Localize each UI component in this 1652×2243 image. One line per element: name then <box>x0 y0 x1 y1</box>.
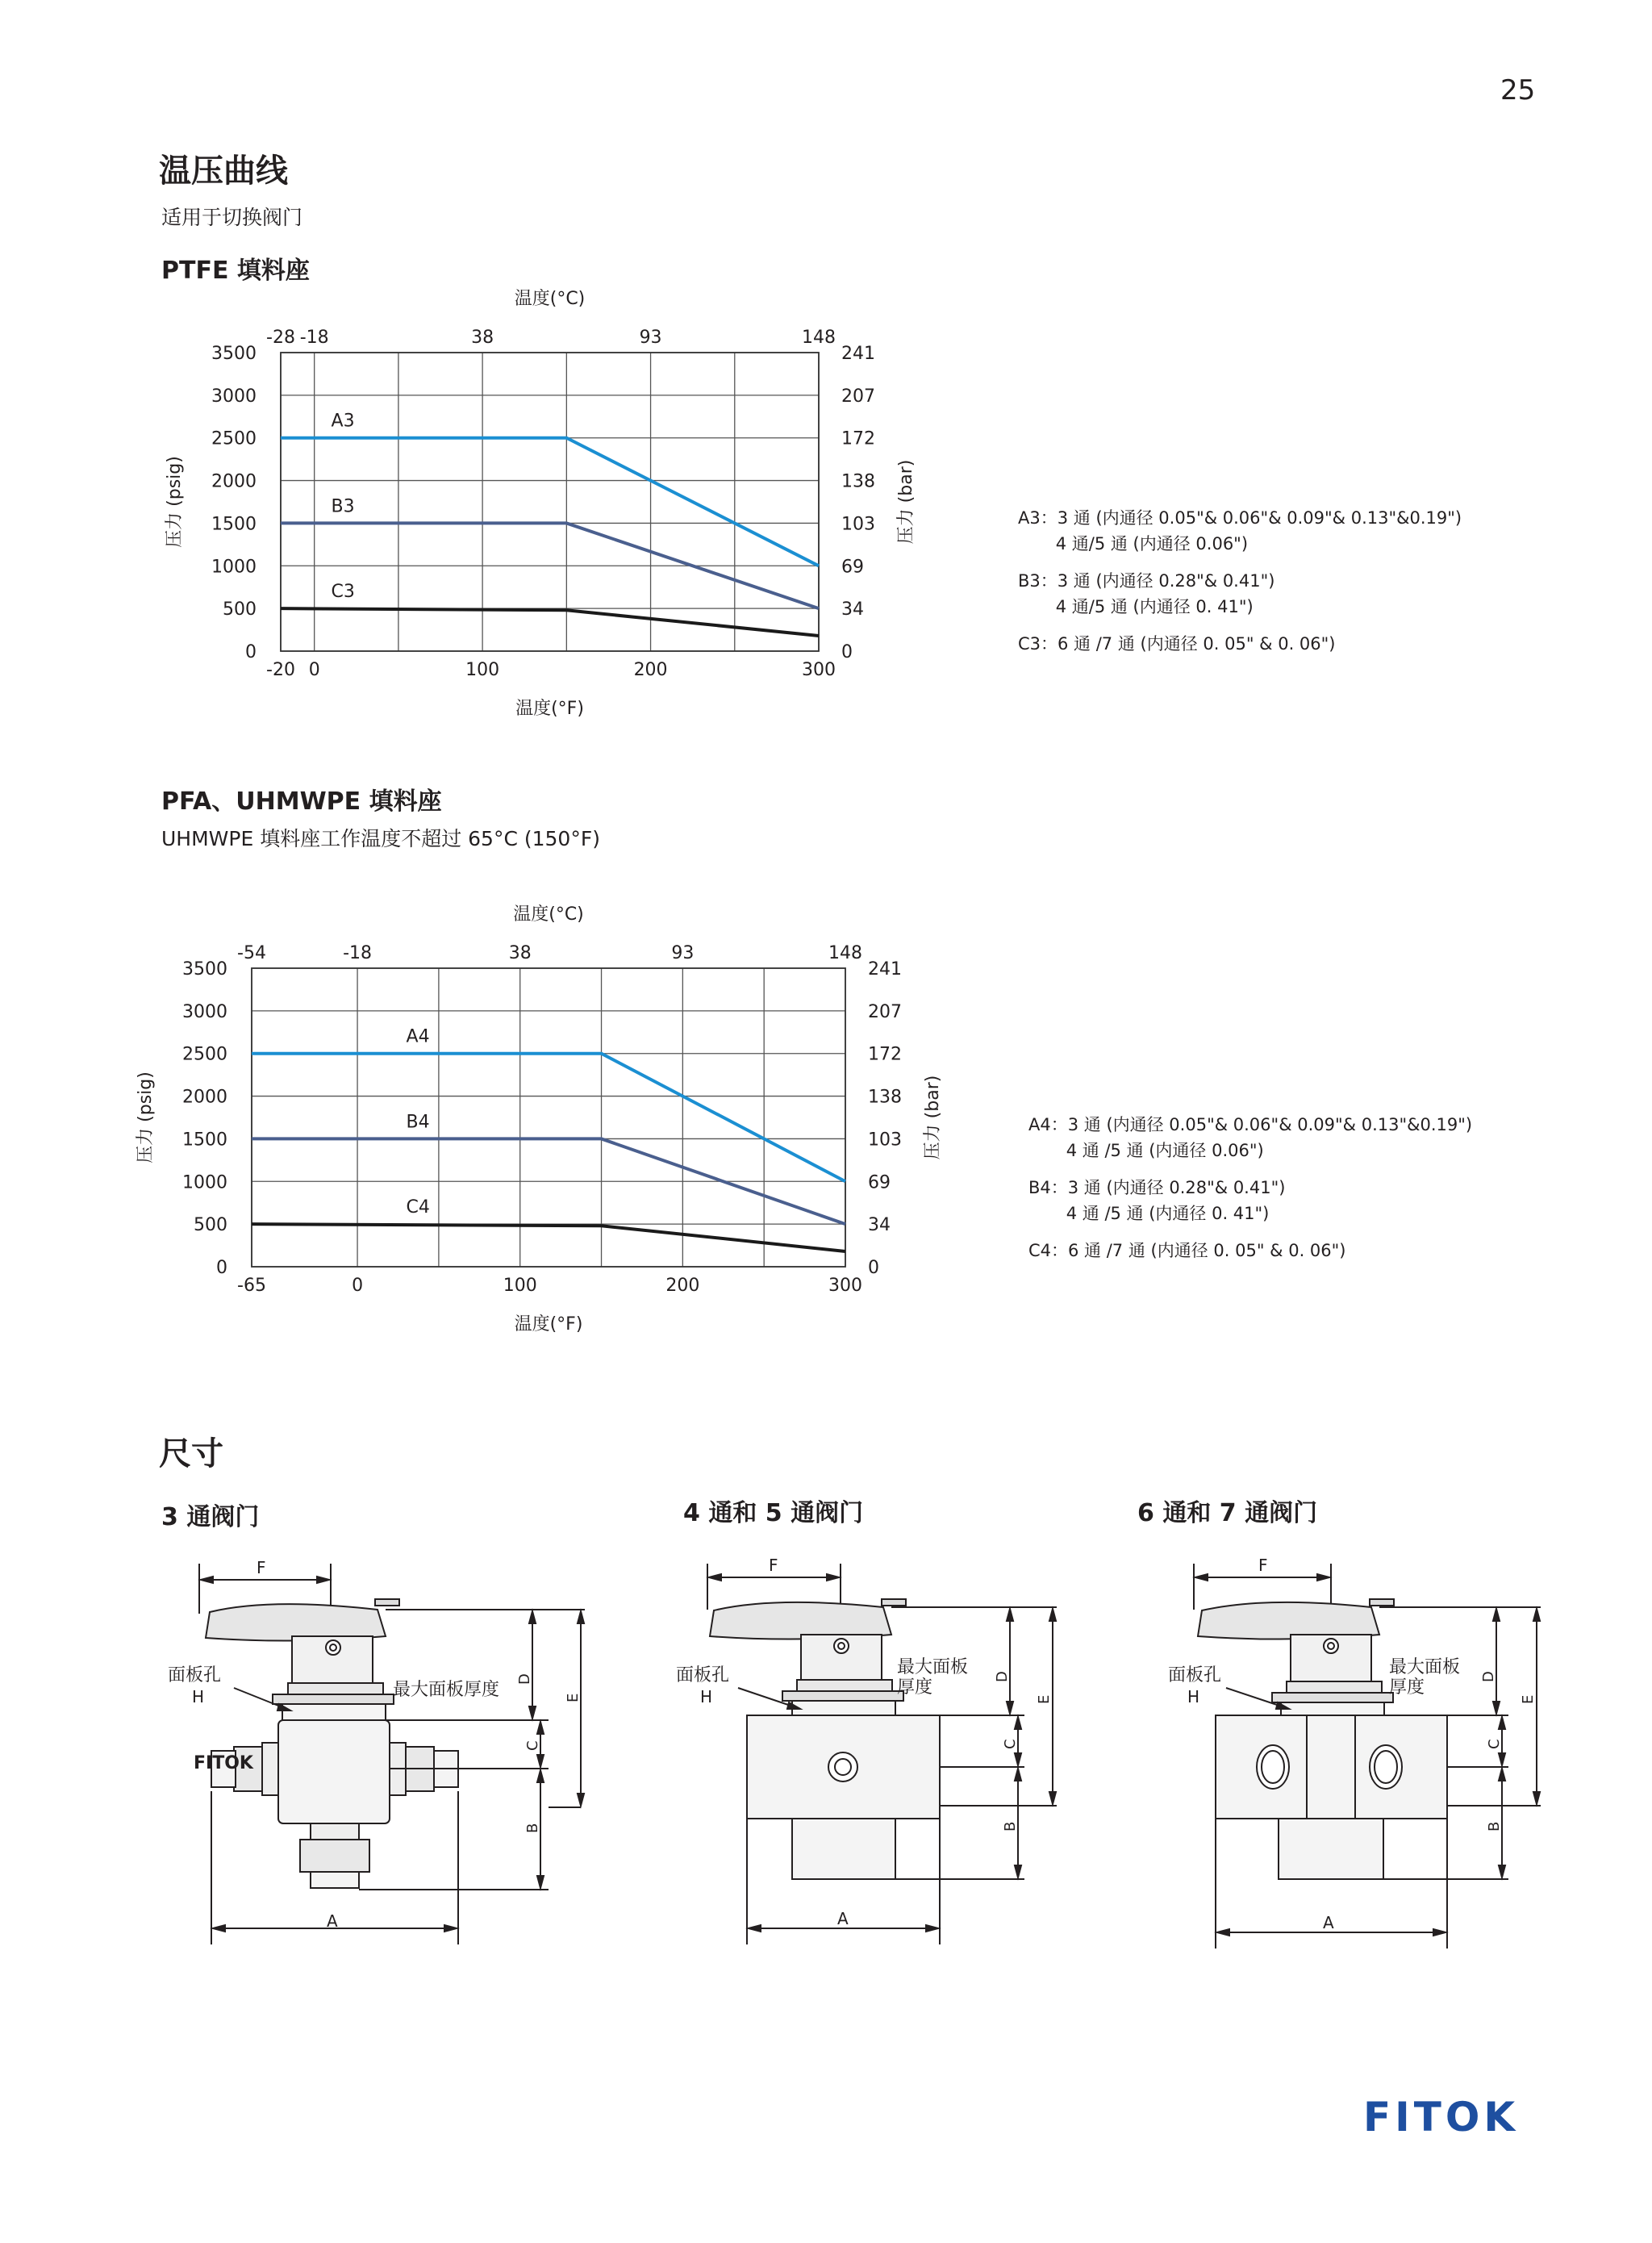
series-line-c4 <box>252 1224 845 1251</box>
x2-tick-label: 38 <box>471 328 494 348</box>
legend-c4-line1: C4：6 通 /7 通 (内通径 0. 05" & 0. 06") <box>1028 1241 1346 1260</box>
series-label-c4: C4 <box>406 1197 430 1218</box>
y-axis-title: 压力 (psig) <box>165 456 185 548</box>
dim-label-c: C <box>1002 1739 1019 1749</box>
y2-tick-label: 0 <box>841 642 853 662</box>
y-tick-label: 500 <box>194 1215 227 1236</box>
legend-b4-line2: 4 通 /5 通 (内通径 0. 41") <box>1028 1204 1270 1223</box>
drawing-6-7way-valve <box>0 1549 1652 1953</box>
col-heading-6-7way: 6 通和 7 通阀门 <box>1137 1499 1318 1527</box>
x-tick-label: 200 <box>633 660 668 680</box>
dim-label-e: E <box>565 1693 582 1702</box>
series-label-b4: B4 <box>406 1112 430 1133</box>
y2-tick-label: 138 <box>841 471 875 492</box>
section-subtitle: 适用于切换阀门 <box>161 206 303 229</box>
y2-tick-label: 172 <box>868 1044 902 1065</box>
x2-tick-label: -54 <box>237 943 266 963</box>
y-tick-label: 1000 <box>211 557 257 578</box>
y2-tick-label: 69 <box>868 1172 891 1193</box>
y2-tick-label: 103 <box>868 1130 902 1151</box>
section-title-dimensions: 尺寸 <box>159 1435 223 1472</box>
x2-tick-label: 38 <box>508 943 532 963</box>
chart1-heading: PTFE 填料座 <box>161 257 310 285</box>
y2-tick-label: 34 <box>868 1215 891 1236</box>
y-tick-label: 3500 <box>182 959 227 979</box>
y-tick-label: 0 <box>245 642 257 662</box>
x-axis-title: 温度(°F) <box>515 699 584 719</box>
dim-label-a: A <box>327 1911 338 1931</box>
max-thickness-label: 最大面板厚度 <box>393 1680 500 1700</box>
legend-a4-line2: 4 通 /5 通 (内通径 0.06") <box>1028 1141 1264 1160</box>
col-heading-3way: 3 通阀门 <box>161 1503 260 1531</box>
y2-tick-label: 0 <box>868 1258 879 1278</box>
x2-axis-title: 温度(°C) <box>514 289 586 309</box>
y2-tick-label: 241 <box>841 344 875 364</box>
y2-axis-title: 压力 (bar) <box>896 459 916 545</box>
legend-c3-line1: C3：6 通 /7 通 (内通径 0. 05" & 0. 06") <box>1018 634 1336 654</box>
max-thickness-label-2: 厚度 <box>897 1677 933 1698</box>
dim-label-d: D <box>516 1673 533 1685</box>
y-tick-label: 1000 <box>182 1172 227 1193</box>
plot-frame <box>252 968 845 1267</box>
dim-label-d: D <box>1480 1671 1497 1682</box>
x2-tick-label: 148 <box>828 943 862 963</box>
dim-label-e: E <box>1520 1694 1537 1704</box>
y-tick-label: 3000 <box>211 386 257 407</box>
col-heading-4-5way: 4 通和 5 通阀门 <box>683 1499 864 1527</box>
chart2-legend <box>1028 1112 1472 1264</box>
x2-axis-title: 温度(°C) <box>513 904 584 925</box>
dim-label-a: A <box>1323 1913 1334 1932</box>
x2-tick-label: 148 <box>802 328 836 348</box>
x-axis-title: 温度(°F) <box>514 1314 583 1335</box>
section-title-pt-curve: 温压曲线 <box>159 152 288 190</box>
panel-hole-label: 面板孔 <box>1168 1665 1222 1685</box>
x-tick-label: 300 <box>828 1276 862 1296</box>
y2-tick-label: 241 <box>868 959 902 979</box>
y2-tick-label: 207 <box>868 1001 902 1022</box>
y2-tick-label: 34 <box>841 599 864 620</box>
legend-a3-line2: 4 通/5 通 (内通径 0.06") <box>1018 534 1249 553</box>
legend-b3-line1: B3：3 通 (内通径 0.28"& 0.41") <box>1018 571 1275 591</box>
chart2-note: UHMWPE 填料座工作温度不超过 65°C (150°F) <box>161 827 600 850</box>
y2-axis-title: 压力 (bar) <box>923 1075 943 1160</box>
dim-label-b: B <box>1002 1821 1019 1832</box>
x-tick-label: 0 <box>352 1276 364 1296</box>
y-tick-label: 3000 <box>182 1001 227 1022</box>
y2-tick-label: 69 <box>841 557 864 578</box>
dim-label-f: F <box>1258 1556 1268 1575</box>
series-label-c3: C3 <box>331 582 355 603</box>
x-tick-label: -65 <box>237 1276 266 1296</box>
page-number: 25 <box>1500 74 1536 107</box>
dim-label-d: D <box>994 1671 1011 1682</box>
dim-label-f: F <box>769 1556 778 1575</box>
x-tick-label: 100 <box>465 660 500 680</box>
x2-tick-label: 93 <box>639 328 662 348</box>
dim-label-c: C <box>524 1740 541 1751</box>
dim-label-e: E <box>1036 1694 1053 1704</box>
x2-tick-label: 93 <box>671 943 695 963</box>
series-label-b3: B3 <box>331 496 355 517</box>
x-tick-label: 100 <box>503 1276 537 1296</box>
dim-label-f: F <box>257 1558 266 1577</box>
panel-hole-label: 面板孔 <box>676 1665 730 1685</box>
dim-label-b: B <box>1486 1821 1503 1832</box>
fitok-logo: FITOK <box>1363 2094 1520 2141</box>
y2-tick-label: 207 <box>841 386 875 407</box>
y-tick-label: 3500 <box>211 344 257 364</box>
legend-b3-line2: 4 通/5 通 (内通径 0. 41") <box>1018 597 1254 616</box>
series-label-a4: A4 <box>406 1026 430 1047</box>
valve-body-logo: FITOK <box>194 1753 253 1773</box>
y2-tick-label: 103 <box>841 514 875 535</box>
max-thickness-label-1: 最大面板 <box>897 1657 969 1677</box>
h-label: H <box>192 1687 205 1706</box>
x-tick-label: 0 <box>308 660 320 680</box>
x-tick-label: -20 <box>266 660 295 680</box>
dim-label-c: C <box>1486 1739 1503 1749</box>
y-tick-label: 500 <box>223 599 257 620</box>
h-label: H <box>1187 1687 1200 1706</box>
y-tick-label: 2500 <box>182 1044 227 1065</box>
legend-b4-line1: B4：3 通 (内通径 0.28"& 0.41") <box>1028 1178 1286 1197</box>
legend-a4-line1: A4：3 通 (内通径 0.05"& 0.06"& 0.09"& 0.13"&0.19") <box>1028 1115 1473 1134</box>
max-thickness-label-2: 厚度 <box>1389 1677 1425 1698</box>
y-tick-label: 2500 <box>211 428 257 449</box>
legend-a3-line1: A3：3 通 (内通径 0.05"& 0.06"& 0.09"& 0.13"&0.19") <box>1018 508 1462 528</box>
x-tick-label: 200 <box>665 1276 700 1296</box>
y-tick-label: 0 <box>216 1258 227 1278</box>
panel-hole-label: 面板孔 <box>168 1665 222 1685</box>
chart2-heading: PFA、UHMWPE 填料座 <box>161 787 442 816</box>
series-label-a3: A3 <box>331 411 355 432</box>
x2-tick-label: -18 <box>299 328 329 348</box>
dim-label-a: A <box>837 1909 849 1928</box>
y-tick-label: 2000 <box>211 471 257 492</box>
y-tick-label: 1500 <box>211 514 257 535</box>
y-tick-label: 1500 <box>182 1130 227 1151</box>
x2-tick-label: -18 <box>343 943 373 963</box>
y2-tick-label: 138 <box>868 1087 902 1108</box>
series-line-a4 <box>252 1054 845 1182</box>
h-label: H <box>700 1687 713 1706</box>
x-tick-label: 300 <box>802 660 836 680</box>
y-tick-label: 2000 <box>182 1087 227 1108</box>
max-thickness-label-1: 最大面板 <box>1389 1657 1461 1677</box>
dim-label-b: B <box>524 1823 541 1833</box>
x2-tick-label: -28 <box>266 328 295 348</box>
y-axis-title: 压力 (psig) <box>136 1071 156 1163</box>
y2-tick-label: 172 <box>841 428 875 449</box>
